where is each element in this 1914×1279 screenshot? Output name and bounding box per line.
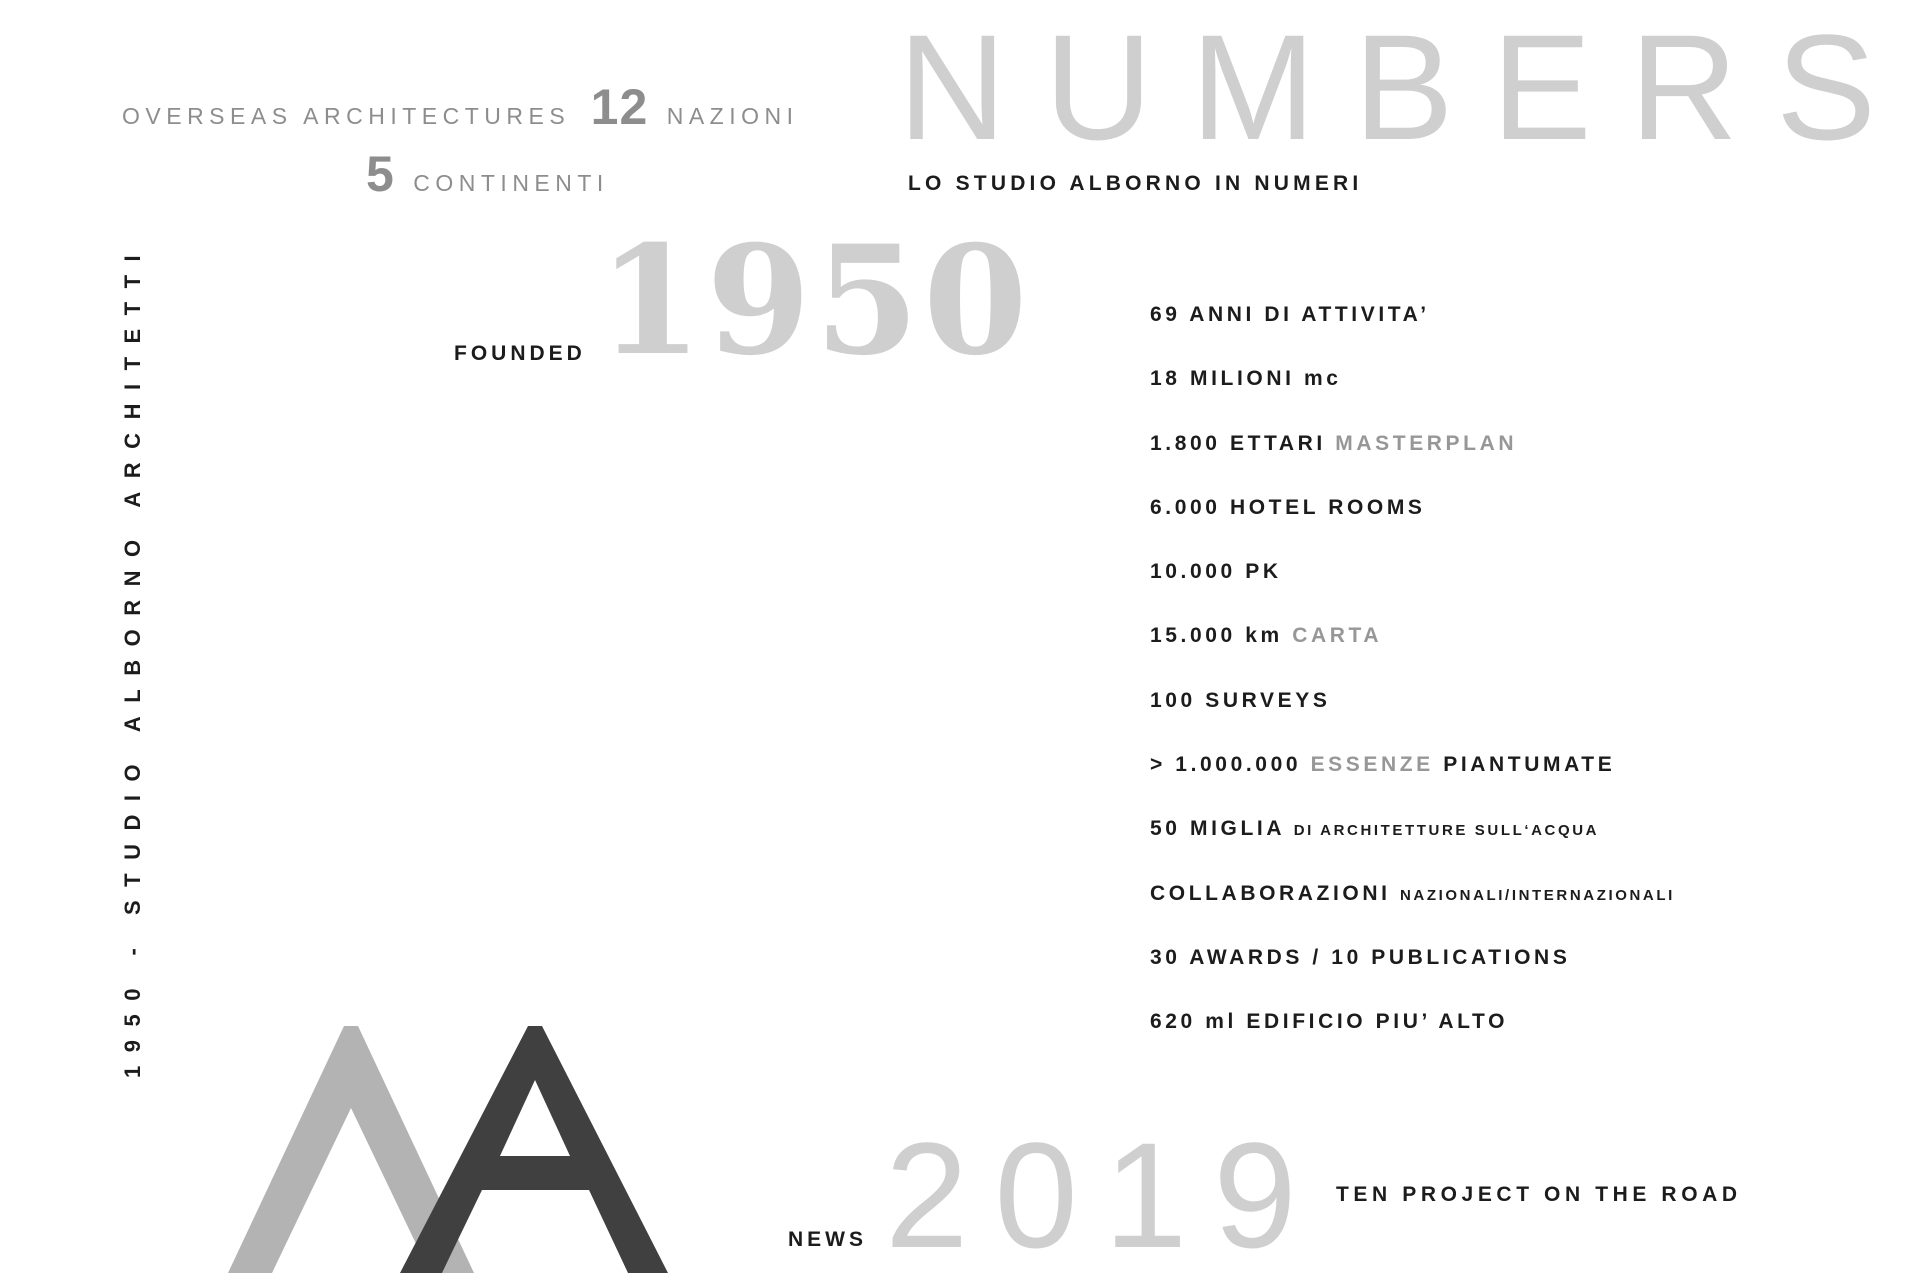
stat-main: COLLABORAZIONI [1150,881,1391,905]
stat-item [1150,496,1675,560]
stat-item [1150,367,1675,431]
stat-main: 620 ml EDIFICIO PIU’ ALTO [1150,1010,1509,1034]
overseas-line-continents [366,145,609,203]
nations-label: NAZIONI [666,103,799,129]
stat-grey: MASTERPLAN [1335,431,1518,455]
studio-alborno-logo-icon [228,1020,668,1273]
stat-item [1150,303,1675,367]
stat-main: 6.000 HOTEL ROOMS [1150,495,1426,519]
stat-main: 30 AWARDS / 10 PUBLICATIONS [1150,945,1571,969]
overseas-label: OVERSEAS ARCHITECTURES [122,103,571,129]
stat-item [1150,624,1675,688]
stat-after: PIANTUMATE [1443,753,1616,777]
stat-item [1150,560,1675,624]
stat-item [1150,882,1675,946]
founded-label: FOUNDED [454,342,586,365]
stat-main: 10.000 PK [1150,560,1282,584]
stat-item [1150,817,1675,881]
stat-small: NAZIONALI/INTERNAZIONALI [1400,886,1675,904]
stat-main: 15.000 km [1150,624,1283,648]
stat-main: > 1.000.000 [1150,753,1302,777]
stat-grey: ESSENZE [1310,753,1434,777]
stat-small: DI ARCHITETTURE SULL‘ACQUA [1293,822,1600,840]
stat-item [1150,1010,1675,1074]
stat-main: 100 SURVEYS [1150,688,1331,712]
founded-year: 1950 [598,213,1032,389]
news-tagline: TEN PROJECT ON THE ROAD [1336,1183,1742,1206]
stat-main: 69 ANNI DI ATTIVITA’ [1150,303,1430,326]
stat-item [1150,689,1675,753]
stats-list [1150,303,1675,1075]
page-title: NUMBERS [898,3,1914,171]
continents-label: CONTINENTI [413,170,609,196]
news-year: 2019 [885,1111,1323,1279]
overseas-line-nations [122,78,799,136]
stat-item [1150,432,1675,496]
stat-item [1150,946,1675,1010]
news-label: NEWS [788,1228,867,1251]
stat-item [1150,753,1675,817]
page-subtitle: LO STUDIO ALBORNO IN NUMERI [908,172,1363,195]
nations-value: 12 [590,79,649,135]
continents-value: 5 [366,146,395,202]
stat-main: 18 MILIONI mc [1150,367,1342,391]
side-vertical-text: 1950 - STUDIO ALBORNO ARCHITETTI [120,241,145,1078]
stat-main: 1.800 ETTARI [1150,431,1326,455]
stat-grey: CARTA [1292,624,1383,648]
stat-main: 50 MIGLIA [1150,817,1285,841]
